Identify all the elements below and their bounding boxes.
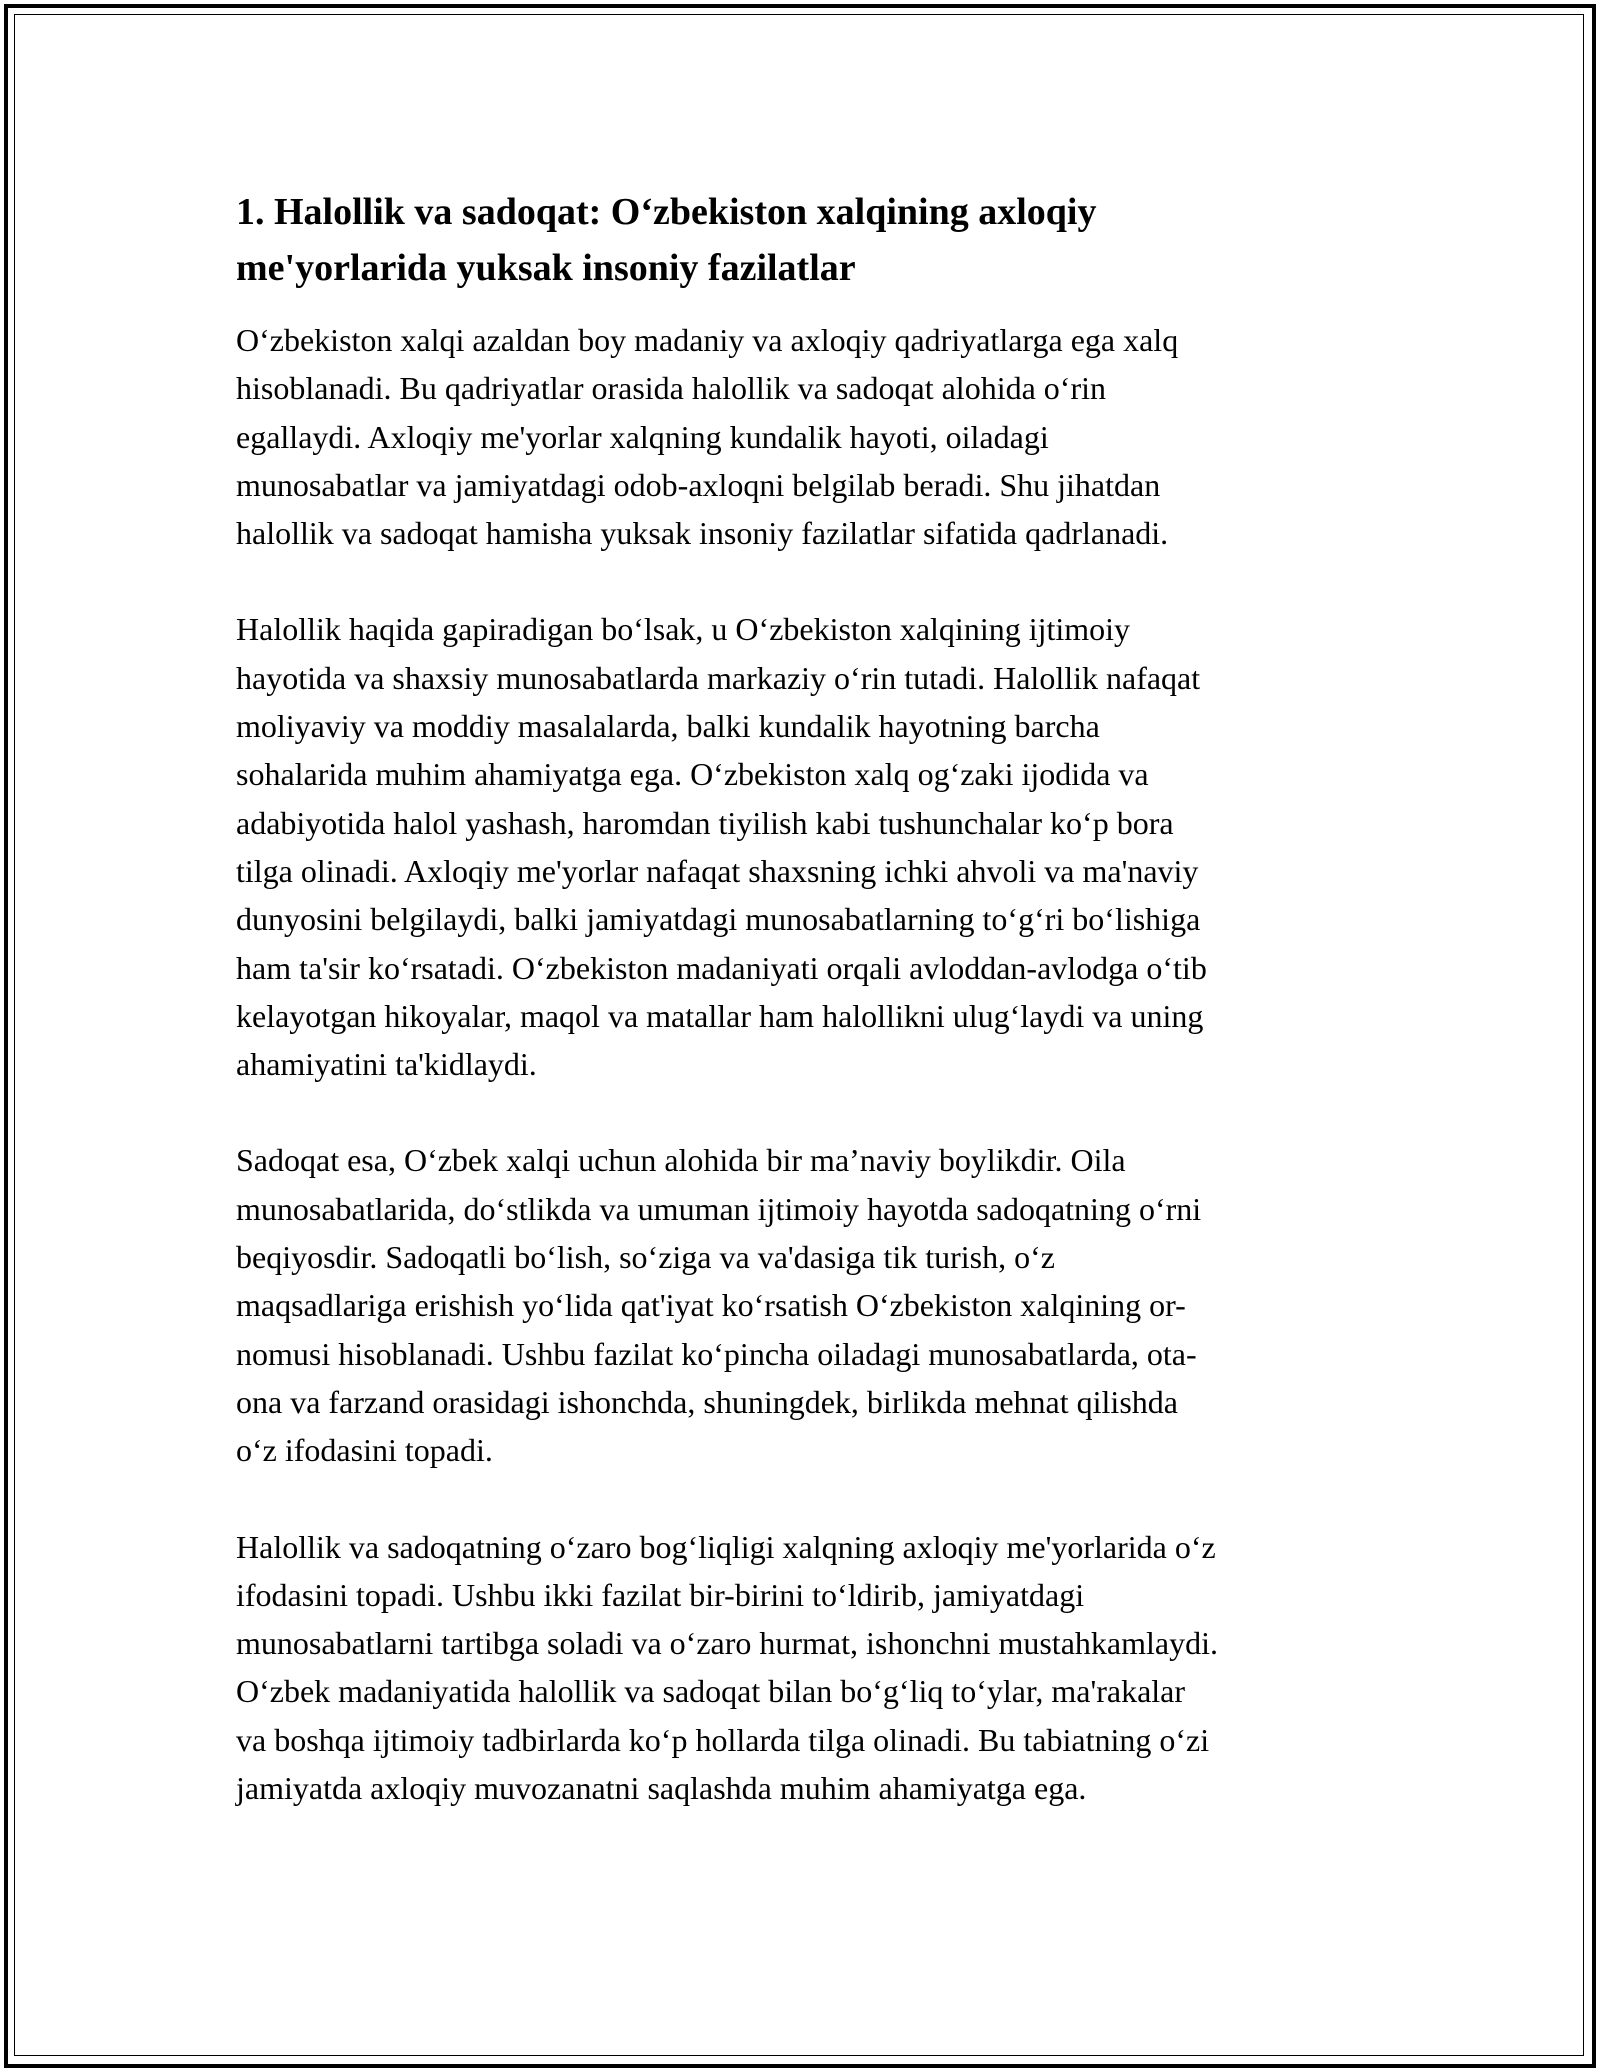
- paragraph-1: O‘zbekiston xalqi azaldan boy madaniy va axloqiy qadriyatlarga ega xalq hisoblanadi. Bu qadriyatlar orasida halollik va sadoqat alohida o‘rin egallaydi. Axloqiy me'yorlar xalqning kundalik hayoti, oiladagi munosabatlar va jamiyatdagi odob-axloqni belgilab beradi. Shu jihatdan halollik va sadoqat hamisha yuksak insoniy fazilatlar sifatida qadrlanadi.: [236, 322, 1179, 552]
- paragraph-4: Halollik va sadoqatning o‘zaro bog‘liqligi xalqning axloqiy me'yorlarida o‘z ifodasini topadi. Ushbu ikki fazilat bir-birini to‘ldirib, jamiyatdagi munosabatlarni tartibga soladi va o‘zaro hurmat, ishonchni mustahkamlaydi. O‘zbek madaniyatida halollik va sadoqat bilan bo‘g‘liq to‘ylar, ma'rakalar va boshqa ijtimoiy tadbirlarda ko‘p hollarda tilga olinadi. Bu tabiatning o‘zi jamiyatda axloqiy muvozanatni saqlashda muhim ahamiyatga ega.: [236, 1528, 1218, 1807]
- section-heading: 1. Halollik va sadoqat: O‘zbekiston xalqining axloqiy me'yorlarida yuksak insoniy fazilatlar: [236, 191, 1097, 289]
- paragraph-3: Sadoqat esa, O‘zbek xalqi uchun alohida bir ma’naviy boylikdir. Oila munosabatlarida, do‘stlikda va umuman ijtimoiy hayotda sadoqatning o‘rni beqiyosdir. Sadoqatli bo‘lish, so‘ziga va va'dasiga tik turish, o‘z maqsadlariga erishish yo‘lida qat'iyat ko‘rsatish O‘zbekiston xalqining or- nomusi hisoblanadi. Ushbu fazilat ko‘pincha oiladagi munosabatlarda, ota- ona va farzand orasidagi ishonchda, shuningdek, birlikda mehnat qilishda o‘z ifodasini topadi.: [236, 1142, 1202, 1469]
- document-body: [236, 184, 1376, 1860]
- paragraph-2: Halollik haqida gapiradigan bo‘lsak, u O‘zbekiston xalqining ijtimoiy hayotida va shaxsiy munosabatlarda markaziy o‘rin tutadi. Halollik nafaqat moliyaviy va moddiy masalalarda, balki kundalik hayotning barcha sohalarida muhim ahamiyatga ega. O‘zbekiston xalq og‘zaki ijodida va adabiyotida halol yashash, haromdan tiyilish kabi tushunchalar ko‘p bora tilga olinadi. Axloqiy me'yorlar nafaqat shaxsning ichki ahvoli va ma'naviy dunyosini belgilaydi, balki jamiyatdagi munosabatlarning to‘g‘ri bo‘lishiga ham ta'sir ko‘rsatadi. O‘zbekiston madaniyati orqali avloddan-avlodga o‘tib kelayotgan hikoyalar, maqol va matallar ham halollikni ulug‘laydi va uning ahamiyatini ta'kidlaydi.: [236, 611, 1207, 1083]
